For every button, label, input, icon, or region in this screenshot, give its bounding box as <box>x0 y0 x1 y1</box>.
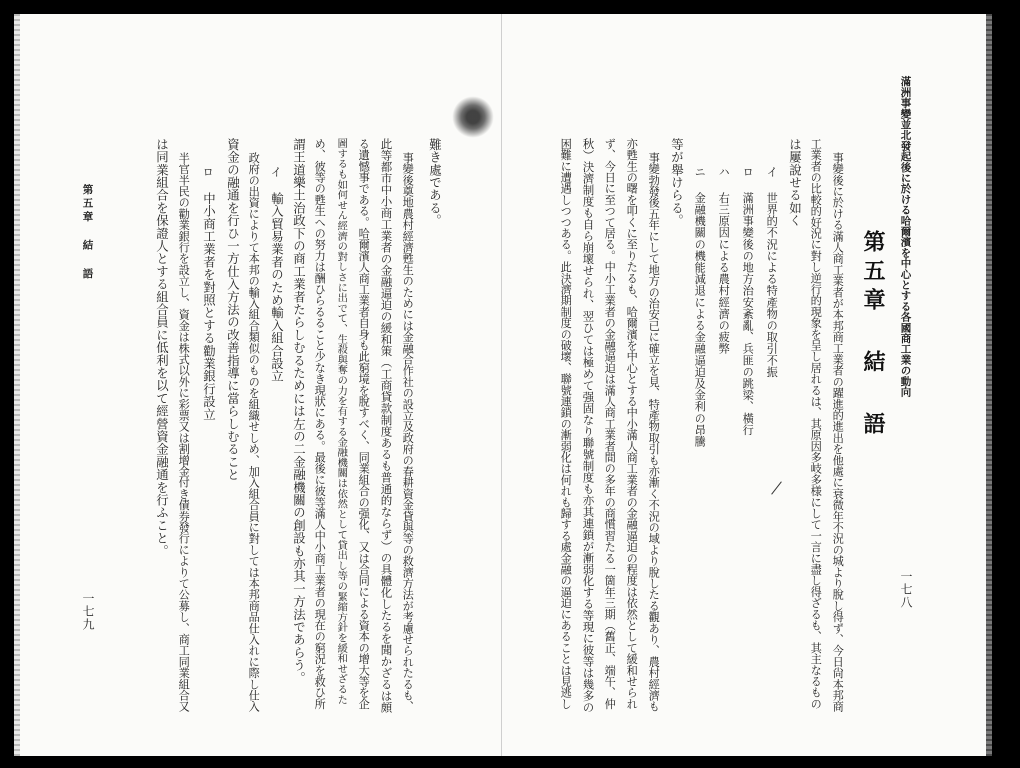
body-line: 半官半民の勸業銀行を設立し、資金は株式以外に彩票又は割增金付き債券發行によりて公募し、商工同業組合又 <box>177 152 191 712</box>
footer-chapter-label: 第五章 結 語 <box>81 184 94 282</box>
page-number: 一七九 <box>81 592 95 631</box>
running-header: 滿洲事變並北發起後に於ける哈爾濱を中心とする各國商工業の動向 <box>899 76 912 397</box>
body-line: る遺憾事である。哈爾濱人商工業者自身も此窮境を脫すべく、同業組合の强化、又は合同による資本の增大等を企 <box>357 138 371 710</box>
right-page <box>502 14 986 756</box>
body-line: は同業組合を保證人とする組合員に低利を以て經營資金融通を行ふこと。 <box>154 138 170 558</box>
page-number: 一七八 <box>899 570 913 609</box>
body-line: め、彼等の甦生への努力は酬ひらるること少なき現狀にある。最後に彼等滿人中小商工業者の現在の窮況を救ひ所 <box>313 138 327 710</box>
body-line: 工業者の比較的好況に對し逆行的現象を呈し居れるは、其原因多岐多様にして一言に盡し得ざるも、其主なるもの <box>809 138 823 710</box>
body-line: 圖するも如何せん經濟の對しさに出でて、生殺與奪の力を有する金融機關は依然として貸出し等の緊縮方針を緩和せざるた <box>335 138 348 705</box>
body-line: 等が舉けらる。 <box>669 138 685 227</box>
chapter-title: 第五章 結 語 <box>860 230 886 441</box>
body-line: ず、今日に至つて居る。中小工業者の金融逼迫は滿人商工業者間の多年の商慣習たる一箇年三期（舊正、端午、仲 <box>603 138 617 710</box>
list-item-title: 中小商工業者を對照とする勸業銀行設立 <box>201 192 217 421</box>
body-line: 難き處である。 <box>427 138 443 227</box>
left-page <box>14 14 502 756</box>
list-marker: ハ <box>717 166 731 178</box>
body-line: 資金の融通を行ひ一方仕入方法の改善指導に當らしむること <box>225 138 241 481</box>
body-line: 謂王道樂土治政下の商工業者たらしむるためには左の二金融機關の創設も亦其一方法であらう。 <box>291 138 307 685</box>
list-item: 滿洲事變後の地方治安紊亂、兵匪の跳梁、橫行 <box>741 192 755 436</box>
list-item: 世界的不況による特產物の取引不振 <box>765 192 779 378</box>
list-item: 右三原因による農村經濟の疲弊 <box>717 192 731 355</box>
body-line: 事變後奠地農村經濟甦生のためには金融合作社の設立及政府の春耕資金貸與等の救濟方法が考慮せられたるも、 <box>401 152 415 712</box>
body-line: 亦甦生の曙を叩くに至りたるも、哈爾濱を中心とする中小滿人商工業者の金融逼迫の程度は依然として緩和せられ <box>625 138 639 710</box>
list-marker: イ <box>269 166 283 178</box>
list-marker: ロ <box>741 166 755 178</box>
list-item: 金融機關の機能減退による金融逼迫及金利の昂騰 <box>693 192 707 448</box>
scan-edge-right <box>986 14 992 756</box>
body-line: 事變勃發後五年にして地方の治安已に確立を見、特產物取引も亦漸く不況の域より脫したる觀あり、農村經濟も <box>647 152 661 712</box>
list-marker: イ <box>765 166 779 178</box>
body-line: 秋）決濟制度も自ら崩壞せられ、翌ひては極めて强固なり聯號制度も亦其連鎖が漸弱化する等現に彼等は幾多の <box>581 138 596 713</box>
ink-smudge <box>452 96 494 138</box>
body-line: 事變後に於ける滿人商工業者が本邦商工業者の躍進的進出を他處に衰微年不況の城より脫し得ず、今日尙本邦商 <box>831 152 845 712</box>
list-marker: ニ <box>693 166 707 178</box>
body-line: 困難に遭遇しつつある。此決濟期制度の破壞、聯號連鎖の漸弱化は何れも歸する處金融の逼迫にあることは見逃し <box>559 138 573 710</box>
body-line: 政府の出資によりて本邦の輸入組合類似のものを組織せしめ、加入組合員に對しては本邦商品仕入れに際し仕入 <box>247 152 261 712</box>
body-line: は屢說せる如く <box>787 138 803 227</box>
list-marker: ロ <box>201 166 215 178</box>
list-item-title: 輸入貿易業者のため輸入組合設立 <box>269 192 285 383</box>
scan-edge-left <box>14 14 20 756</box>
body-line: 此等都市中小商工業者の金融逼迫の緩和策（工商貸款制度あるも普通的ならず）の具體化したるを聞かざるは頗 <box>379 138 394 713</box>
